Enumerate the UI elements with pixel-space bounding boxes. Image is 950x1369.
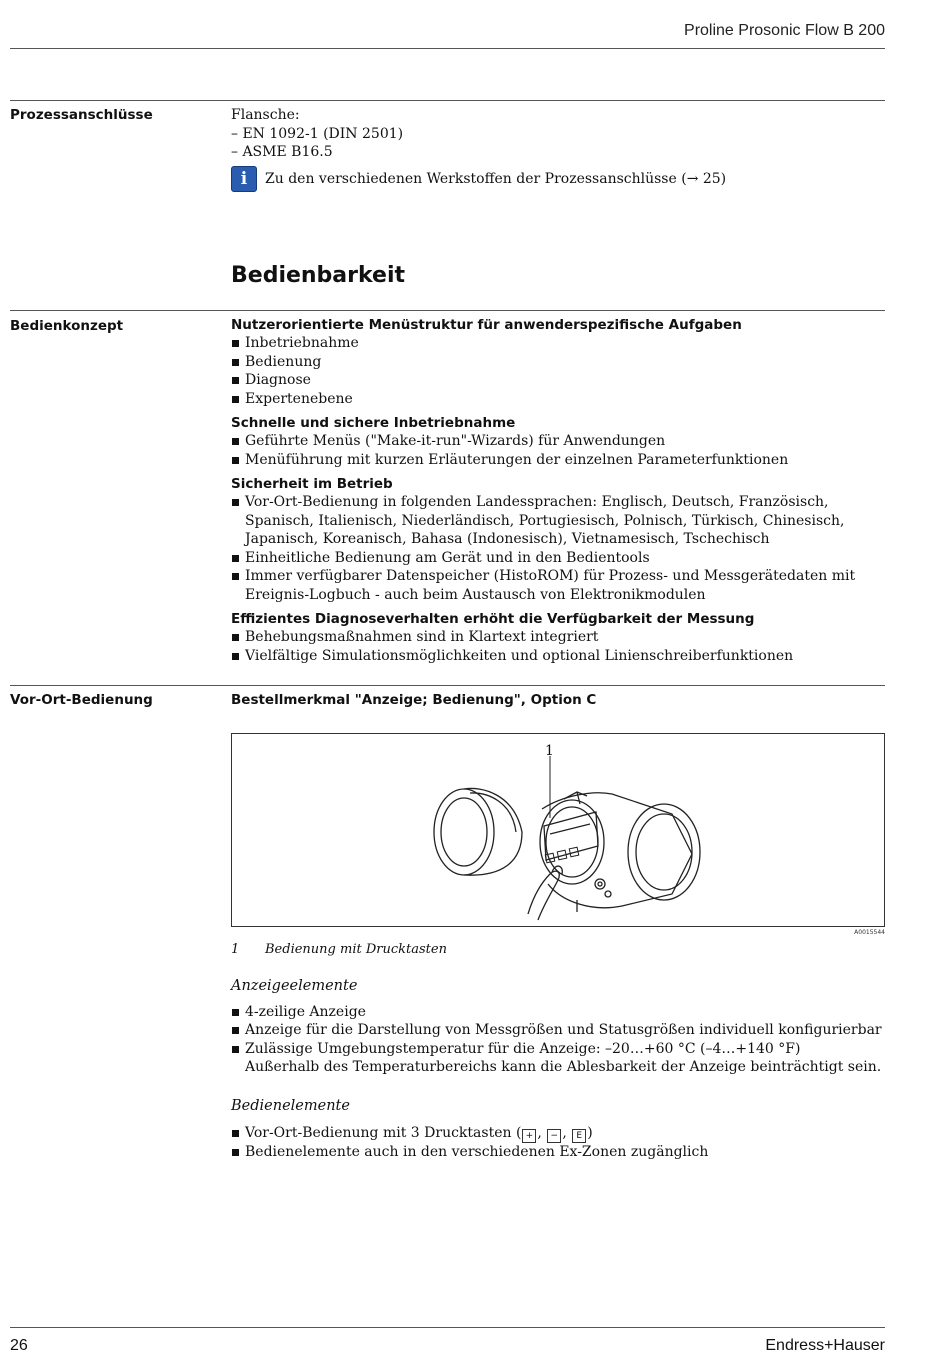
device-figure: [231, 733, 885, 927]
display-elements: [231, 977, 885, 1083]
list-item: Menüführung mit kurzen Erläuterungen der einzelnen Parameterfunktionen: [231, 451, 885, 470]
controls-heading: Bedienelemente: [231, 1098, 350, 1114]
controls-text-suffix: ): [587, 1124, 593, 1141]
concept-subheading: Schnelle und sichere Inbetriebnahme: [231, 415, 516, 431]
plus-key-icon: +: [522, 1129, 536, 1143]
process-item: – ASME B16.5: [231, 144, 333, 160]
section-divider: [10, 310, 885, 311]
local-subheading: Bestellmerkmal "Anzeige; Bedienung", Option C: [231, 692, 597, 708]
concept-list: [231, 432, 885, 469]
figure-caption: [231, 942, 447, 957]
process-intro: Flansche:: [231, 107, 300, 123]
concept-list: [231, 334, 885, 408]
concept-subheading: Effizientes Diagnoseverhalten erhöht die Verfügbarkeit der Messung: [231, 611, 755, 627]
section-divider: [10, 685, 885, 686]
caption-number: 1: [231, 942, 240, 957]
process-label: Prozessanschlüsse: [10, 107, 153, 123]
controls-list: [231, 1124, 885, 1162]
process-item: – EN 1092-1 (DIN 2501): [231, 125, 404, 142]
list-item-continuation: [231, 1058, 885, 1077]
concept-list: [231, 493, 885, 604]
concept-subheading: Sicherheit im Betrieb: [231, 476, 393, 492]
enter-key-icon: E: [572, 1129, 586, 1143]
minus-key-icon: −: [547, 1129, 561, 1143]
figure-code: A0015544: [854, 929, 885, 936]
list-item: Einheitliche Bedienung am Gerät und in den Bedientools: [231, 549, 885, 568]
list-item: Zulässige Umgebungstemperatur für die Anzeige: –20…+60 °C (–4…+140 °F): [231, 1040, 885, 1059]
list-item: Diagnose: [231, 371, 885, 390]
concept-label: Bedienkonzept: [10, 318, 124, 334]
continuation-text: Außerhalb des Temperaturbereichs kann die Ablesbarkeit der Anzeige beinträchtigt sein.: [245, 1059, 882, 1075]
list-item: Geführte Menüs ("Make-it-run"-Wizards) für Anwendungen: [231, 432, 885, 451]
process-info-text: Zu den verschiedenen Werkstoffen der Prozessanschlüsse (→ 25): [265, 170, 727, 187]
info-icon: i: [231, 166, 257, 192]
display-list: [231, 1003, 885, 1077]
list-item: Immer verfügbarer Datenspeicher (HistoROM) für Prozess- und Messgerätedaten mit Ereignis-Logbuch - auch beim Austausch von Elektronikmodulen: [231, 567, 885, 604]
list-item: Vor-Ort-Bedienung in folgenden Landessprachen: Englisch, Deutsch, Französisch, Spanisch, Italienisch, Niederländisch, Portugiesisch, Polnisch, Türkisch, Chinesisch, Japanisch, Koreanisch, Bahasa (Indonesisch), Vietnamesisch, Tschechisch: [231, 493, 885, 549]
display-heading: Anzeigeelemente: [231, 978, 358, 994]
list-item: Expertenebene: [231, 390, 885, 409]
device-illustration: [232, 734, 884, 926]
process-content: [231, 106, 885, 192]
list-item: Anzeige für die Darstellung von Messgrößen und Statusgrößen individuell konfigurierbar: [231, 1021, 885, 1040]
page-number: 26: [10, 1337, 28, 1354]
list-item: Vielfältige Simulationsmöglichkeiten und optional Linienschreiberfunktionen: [231, 647, 885, 666]
control-elements: [231, 1097, 885, 1167]
header-title: Proline Prosonic Flow B 200: [684, 22, 885, 39]
list-item: Bedienelemente auch in den verschiedenen Ex-Zonen zugänglich: [231, 1143, 885, 1162]
local-label: Vor-Ort-Bedienung: [10, 692, 153, 708]
concept-content: [231, 316, 885, 671]
footer-rule: [10, 1327, 885, 1328]
concept-list: [231, 628, 885, 665]
list-item: 4-zeilige Anzeige: [231, 1003, 885, 1022]
caption-text: Bedienung mit Drucktasten: [265, 942, 447, 957]
list-item: Behebungsmaßnahmen sind in Klartext integriert: [231, 628, 885, 647]
list-item: Inbetriebnahme: [231, 334, 885, 353]
figure-callout-label: 1: [545, 743, 554, 759]
list-item: Vor-Ort-Bedienung mit 3 Drucktasten ( + , − , E ): [231, 1124, 885, 1143]
section-divider: [10, 100, 885, 101]
header-rule: [10, 48, 885, 49]
list-item: Bedienung: [231, 353, 885, 372]
concept-subheading: Nutzerorientierte Menüstruktur für anwenderspezifische Aufgaben: [231, 317, 742, 333]
section-title: Bedienbarkeit: [231, 263, 406, 288]
controls-text: Vor-Ort-Bedienung mit 3 Drucktasten (: [245, 1124, 522, 1141]
footer-brand: Endress+Hauser: [765, 1337, 885, 1354]
local-heading: [231, 691, 885, 709]
